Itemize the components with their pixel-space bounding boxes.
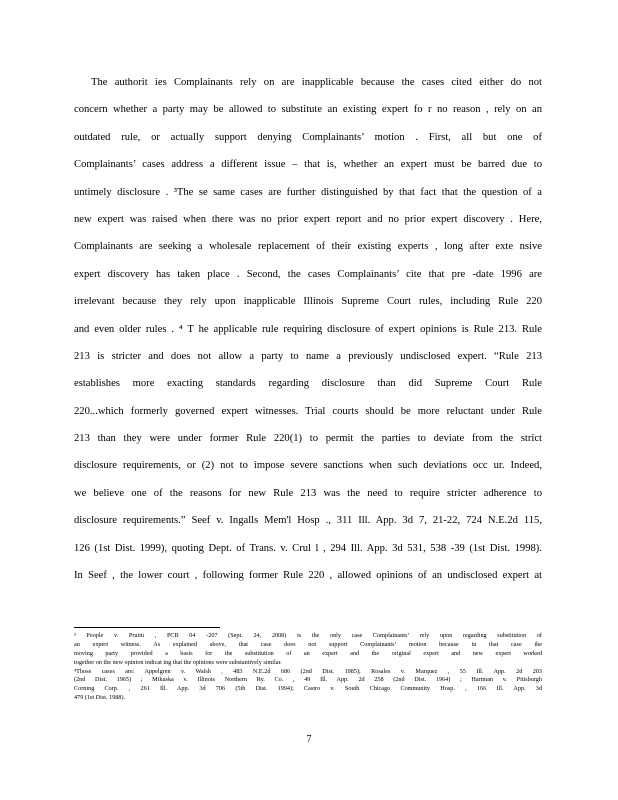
footnote-line: ³ People v. Pruim , PCB 04 -207 (Sept. 24, 2008) is the only case Complainants’ rely upon regarding substitution of	[74, 632, 542, 639]
body-line: 220...which formerly governed expert witnesses. Trial courts should be more reluctant under Rule	[74, 405, 542, 417]
body-line: The authorit ies Complainants rely on are inapplicable because the cases cited either do not	[91, 77, 542, 88]
body-line: expert discovery has taken place . Second, the cases Complainants’ cite that pre -date 1996 are	[74, 268, 542, 280]
body-line: outdated rule, or actually support denying Complainants’ motion . First, all but one of	[74, 131, 542, 143]
page-number: 7	[306, 734, 312, 745]
footnote-line: Corning Corp. , 261 Ill. App. 3d 706 (5th Dist. 1994); Castro v. South Chicago Community Hosp. , 166 Ill. App. 3d	[74, 685, 542, 693]
footnote-line: ⁴Those cases are: Appelgren v. Walsh , 483 N.E.2d 686 (2nd Dist. 1985); Rosales v. Marquez , 55 Ill. App. 2d 203	[74, 667, 542, 675]
body-line: Complainants are seeking a wholesale replacement of their existing experts , long after exte nsive	[74, 241, 542, 253]
body-line: irrelevant because they rely upon inapplicable Illinois Supreme Court rules, including Rule 220	[74, 296, 542, 308]
footnote-line: 479 (1st Dist. 1988).	[74, 694, 126, 702]
body-line: concern whether a party may be allowed to substitute an existing expert fo r no reason , rely on an	[74, 104, 542, 116]
footnote-line: moving party provided a basis for the substitution of an expert and the original expert and new expert worked	[74, 649, 542, 657]
footnote-line: together on the new opinion indicat ing that the opinions were substantively similar.	[74, 658, 282, 666]
footnote-line: an expert witness. As explained above, that case does not support Complainants’ motion because in that case the	[74, 640, 542, 648]
body-line: 126 (1st Dist. 1999), quoting Dept. of Trans. v. Crul l , 294 Ill. App. 3d 531, 538 -39 (1st Dist. 1998).	[74, 542, 542, 554]
footnotes	[74, 632, 542, 703]
body-line: 213 than they were under former Rule 220(1) to permit the parties to deviate from the strict	[74, 433, 542, 445]
body-line: disclosure requirements.” Seef v. Ingalls Mem'l Hosp ., 311 Ill. App. 3d 7, 21-22, 724 N.E.2d 115,	[74, 515, 542, 527]
footnote-divider	[74, 627, 220, 628]
body-line: untimely disclosure . ³The se same cases are further distinguished by that fact that the question of a	[74, 186, 542, 198]
body-line: In Seef , the lower court , following former Rule 220 , allowed opinions of an undisclosed expert at	[74, 570, 542, 582]
body-line: 213 is stricter and does not allow a party to name a previously undisclosed expert. “Rule 213	[74, 350, 542, 362]
body-line: establishes more exacting standards regarding disclosure than did Supreme Court Rule	[74, 378, 542, 390]
body-text	[74, 69, 542, 589]
body-line: we believe one of the reasons for new Rule 213 was the need to require stricter adherence to	[74, 487, 542, 499]
body-line: disclosure requirements, or (2) not to impose severe sanctions when such deviations occ ur. Indeed,	[74, 460, 542, 472]
body-line: and even older rules . ⁴ T he applicable rule requiring disclosure of expert opinions is Rule 213. Rule	[74, 323, 542, 335]
body-line: new expert was raised when there was no prior expert report and no prior expert discovery . Here,	[74, 213, 542, 225]
body-line: Complainants’ cases address a different issue – that is, whether an expert must be barred due to	[74, 159, 542, 171]
footnote-line: (2nd Dist. 1965) ; Mikuska v. Illinois Northern Ry. Co. , 49 Ill. App. 2d 258 (2nd Dist. 1964) ; Hartman v. Pittsburgh	[74, 676, 542, 684]
